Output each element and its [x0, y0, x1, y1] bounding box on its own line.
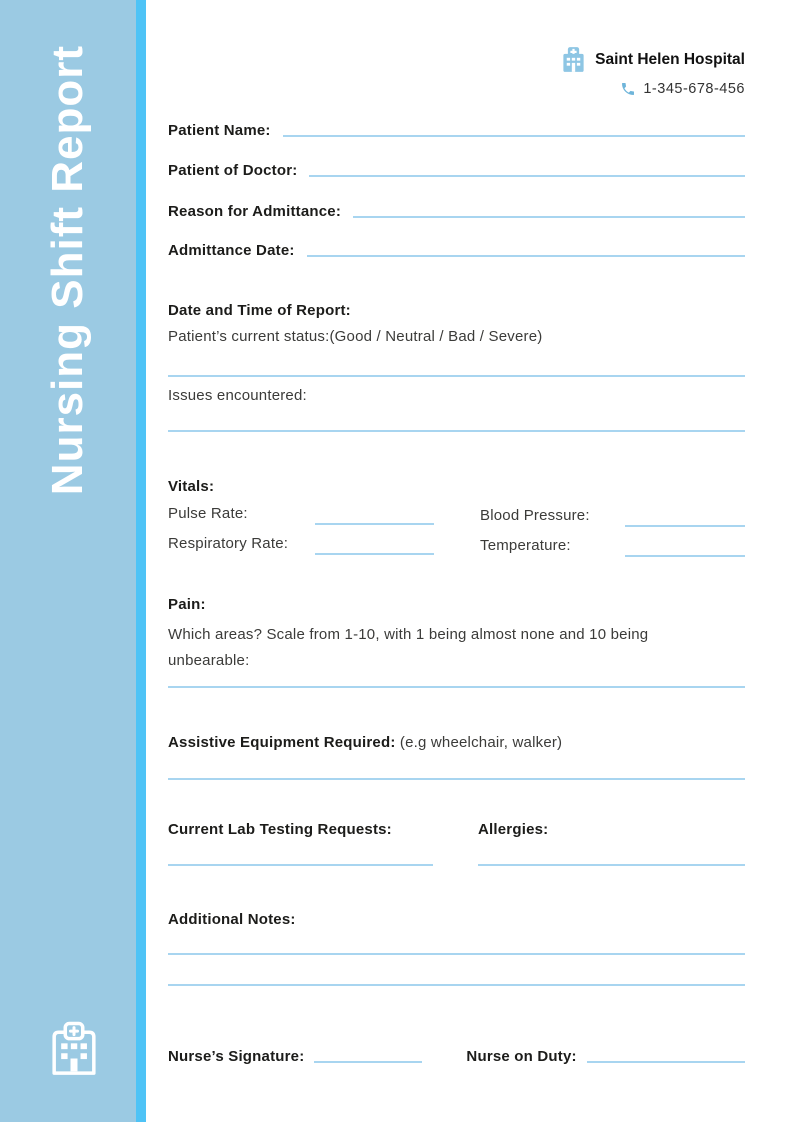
- nurse-on-duty-input-line[interactable]: [587, 1061, 745, 1063]
- reason-for-admittance-label: Reason for Admittance:: [168, 203, 342, 220]
- issues-encountered-label: Issues encountered:: [168, 387, 307, 404]
- form-content: [168, 0, 745, 1122]
- patient-name-label: Patient Name:: [168, 122, 271, 139]
- signature-row: [168, 1048, 745, 1065]
- hospital-building-icon: [46, 1020, 102, 1076]
- patient-name-input-line[interactable]: [283, 135, 745, 137]
- hospital-logo-icon: [560, 46, 587, 73]
- blood-pressure-label: Blood Pressure:: [480, 507, 590, 524]
- sidebar-title-wrap: [0, 40, 136, 500]
- blood-pressure-input-line[interactable]: [625, 525, 745, 527]
- assistive-equipment-hint: (e.g wheelchair, walker): [395, 734, 563, 751]
- page-title: Nursing Shift Report: [43, 44, 92, 496]
- temperature-label: Temperature:: [480, 537, 571, 554]
- hospital-phone: 1-345-678-456: [643, 81, 745, 97]
- admittance-date-label: Admittance Date:: [168, 242, 295, 259]
- nurse-on-duty-label: Nurse on Duty:: [466, 1048, 577, 1065]
- phone-row: [620, 81, 745, 97]
- sidebar: [0, 0, 136, 1122]
- temperature-input-line[interactable]: [625, 555, 745, 557]
- patient-name-row: [168, 122, 745, 139]
- patient-of-doctor-row: [168, 162, 745, 179]
- reason-for-admittance-row: [168, 203, 745, 220]
- vitals-title: Vitals:: [168, 478, 215, 495]
- admittance-date-input-line[interactable]: [307, 255, 745, 257]
- reason-for-admittance-input-line[interactable]: [353, 216, 745, 218]
- lab-testing-label: Current Lab Testing Requests:: [168, 821, 392, 838]
- allergies-input-line[interactable]: [478, 864, 745, 866]
- nurse-signature-label: Nurse’s Signature:: [168, 1048, 305, 1065]
- pulse-rate-label: Pulse Rate:: [168, 505, 248, 522]
- hospital-header: [560, 46, 745, 73]
- phone-icon: [620, 81, 636, 97]
- date-time-of-report-label: Date and Time of Report:: [168, 302, 351, 319]
- pain-input-line[interactable]: [168, 686, 745, 688]
- respiratory-rate-label: Respiratory Rate:: [168, 535, 289, 552]
- admittance-date-row: [168, 242, 745, 259]
- nurse-signature-input-line[interactable]: [314, 1061, 422, 1063]
- pain-title: Pain:: [168, 596, 206, 613]
- assistive-equipment-input-line[interactable]: [168, 778, 745, 780]
- status-input-line[interactable]: [168, 375, 745, 377]
- pain-description: Which areas? Scale from 1-10, with 1 being almost none and 10 being unbearable:: [168, 626, 649, 669]
- additional-notes-label: Additional Notes:: [168, 911, 296, 928]
- patient-of-doctor-label: Patient of Doctor:: [168, 162, 298, 179]
- hospital-name: Saint Helen Hospital: [595, 50, 745, 68]
- additional-notes-input-line-2[interactable]: [168, 984, 745, 986]
- additional-notes-input-line-1[interactable]: [168, 953, 745, 955]
- pulse-rate-input-line[interactable]: [315, 523, 434, 525]
- assistive-equipment-row: [168, 734, 562, 752]
- respiratory-rate-input-line[interactable]: [315, 553, 434, 555]
- assistive-equipment-label: Assistive Equipment Required:: [168, 734, 396, 751]
- lab-testing-input-line[interactable]: [168, 864, 433, 866]
- issues-input-line[interactable]: [168, 430, 745, 432]
- allergies-label: Allergies:: [478, 821, 549, 838]
- patient-of-doctor-input-line[interactable]: [309, 175, 745, 177]
- sidebar-accent-strip: [136, 0, 146, 1122]
- patient-status-line: Patient’s current status:(Good / Neutral / Bad / Severe): [168, 328, 543, 345]
